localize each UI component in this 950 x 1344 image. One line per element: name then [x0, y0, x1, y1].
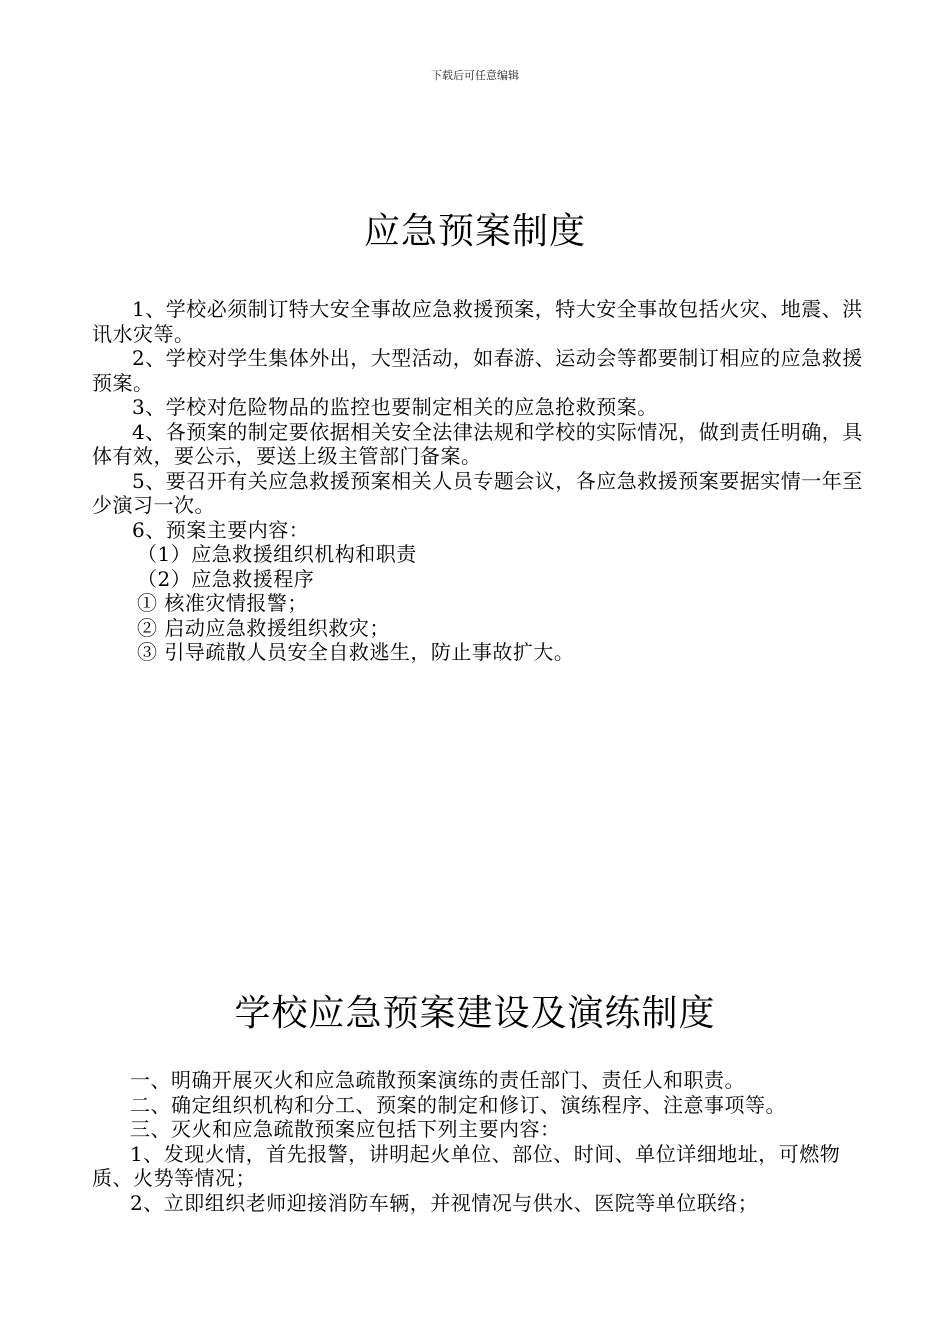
section-1-sub-item: ① 核准灾情报警；: [137, 591, 308, 615]
section-1-paragraph: 4、各预案的制定要依据相关安全法律法规和学校的实际情况，做到责任明确，具体有效，要公示，要送上级主管部门备案。: [92, 419, 863, 468]
section-2-title: 学校应急预案建设及演练制度: [234, 993, 716, 1034]
section-1-sub-item: ② 启动应急救援组织救灾；: [137, 615, 390, 640]
section-2-paragraph: 一、明确开展灭火和应急疏散预案演练的责任部门、责任人和职责。: [130, 1068, 745, 1092]
section-1-paragraph: 1、学校必须制订特大安全事故应急救援预案，特大安全事故包括火灾、地震、洪讯水灾等。: [92, 297, 863, 346]
section-1-paragraph: 6、预案主要内容：: [132, 517, 310, 542]
section-1-title: 应急预案制度: [363, 211, 586, 252]
section-2-paragraph: 1、发现火情，首先报警，讲明起火单位、部位、时间、单位详细地址，可燃物质、火势等情况；: [92, 1141, 841, 1190]
section-1-sub-item: （2）应急救援程序: [137, 566, 315, 591]
section-1-paragraph: 5、要召开有关应急救援预案相关人员专题会议，各应急救援预案要据实情一年至少演习一次。: [92, 468, 863, 517]
section-2-body: [92, 1068, 867, 1215]
section-1-sub-item: （1）应急救援组织机构和职责: [137, 542, 417, 566]
section-2-paragraph: 二、确定组织机构和分工、预案的制定和修订、演练程序、注意事项等。: [130, 1092, 786, 1117]
section-2-paragraph: 2、立即组织老师迎接消防车辆，并视情况与供水、医院等单位联络；: [130, 1190, 759, 1215]
section-1-sub-item: ③ 引导疏散人员安全自救逃生，防止事故扩大。: [137, 640, 575, 664]
section-1-paragraph: 3、学校对危险物品的监控也要制定相关的应急抢救预案。: [132, 395, 658, 419]
section-1-body: [92, 297, 867, 665]
section-1-paragraph: 2、学校对学生集体外出，大型活动，如春游、运动会等都要制订相应的应急救援预案。: [92, 346, 863, 395]
section-2-paragraph: 三、灭火和应急疏散预案应包括下列主要内容：: [130, 1117, 561, 1141]
header-note: 下载后可任意编辑: [431, 69, 519, 82]
